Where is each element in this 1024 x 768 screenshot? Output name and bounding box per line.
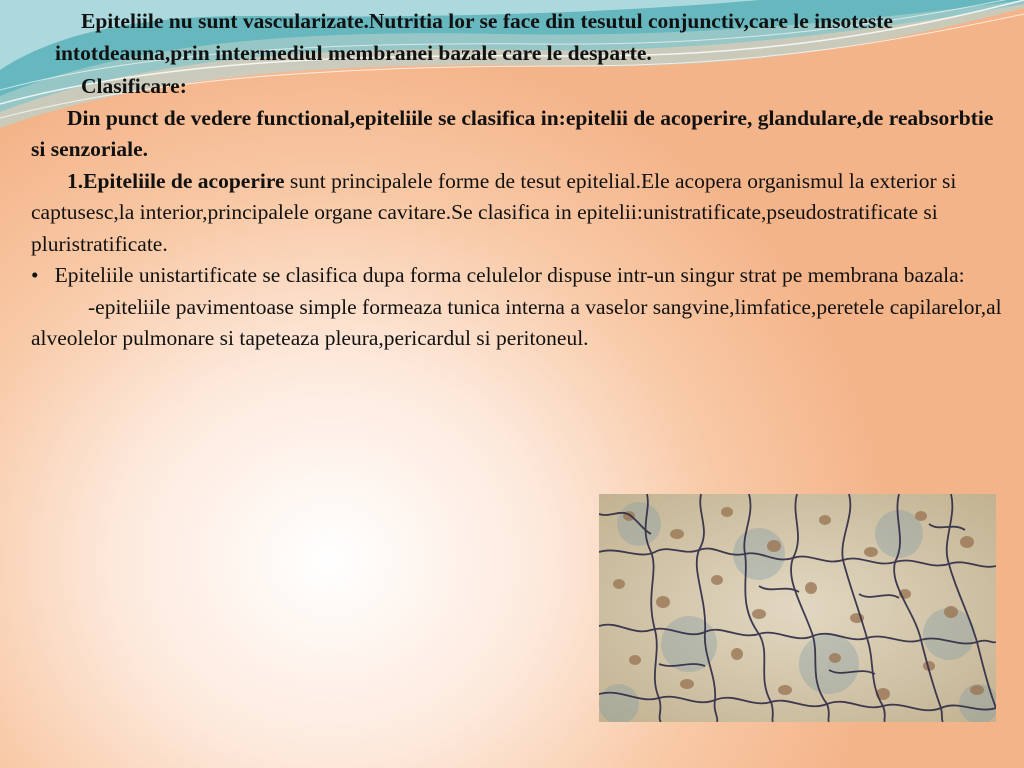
epithelium-micrograph bbox=[599, 494, 996, 722]
bullet-text: Epiteliile unistartificate se clasifica dupa forma celulelor dispuse intr-un singur strat pe membrana bazala: bbox=[54, 263, 965, 287]
classification-heading: Clasificare: bbox=[81, 74, 187, 98]
bullet-marker: • bbox=[31, 263, 39, 287]
bullet-paragraph bbox=[31, 260, 1006, 292]
cover-epithelia-paragraph bbox=[31, 166, 1006, 261]
slide-text bbox=[31, 0, 1006, 355]
functional-classification: Din punct de vedere functional,epiteliile se clasifica in:epitelii de acoperire, glandulare,de reabsorbtie si senzoriale. bbox=[31, 105, 994, 161]
cover-epithelia-text: sunt principalele forme de tesut epitelial.Ele acopera organismul la exterior si captusesc,la interior,principalele organe cavitare.Se clasifica in epitelii:unistratificate,pseudostratificate si pluristratificate. bbox=[31, 168, 957, 256]
intro-paragraph: Epiteliile nu sunt vascularizate.Nutritia lor se face din tesutul conjunctiv,care le insoteste intotdeauna,prin intermediul membranei bazale care le desparte. bbox=[55, 9, 893, 65]
pavement-paragraph: -epiteliile pavimentoase simple formeaza tunica interna a vaselor sangvine,limfatice,peretele capilarelor,al alveolelor pulmonare si tapeteaza pleura,pericardul si peritoneul. bbox=[31, 294, 1002, 350]
cover-epithelia-title: 1.Epiteliile de acoperire bbox=[67, 168, 285, 193]
